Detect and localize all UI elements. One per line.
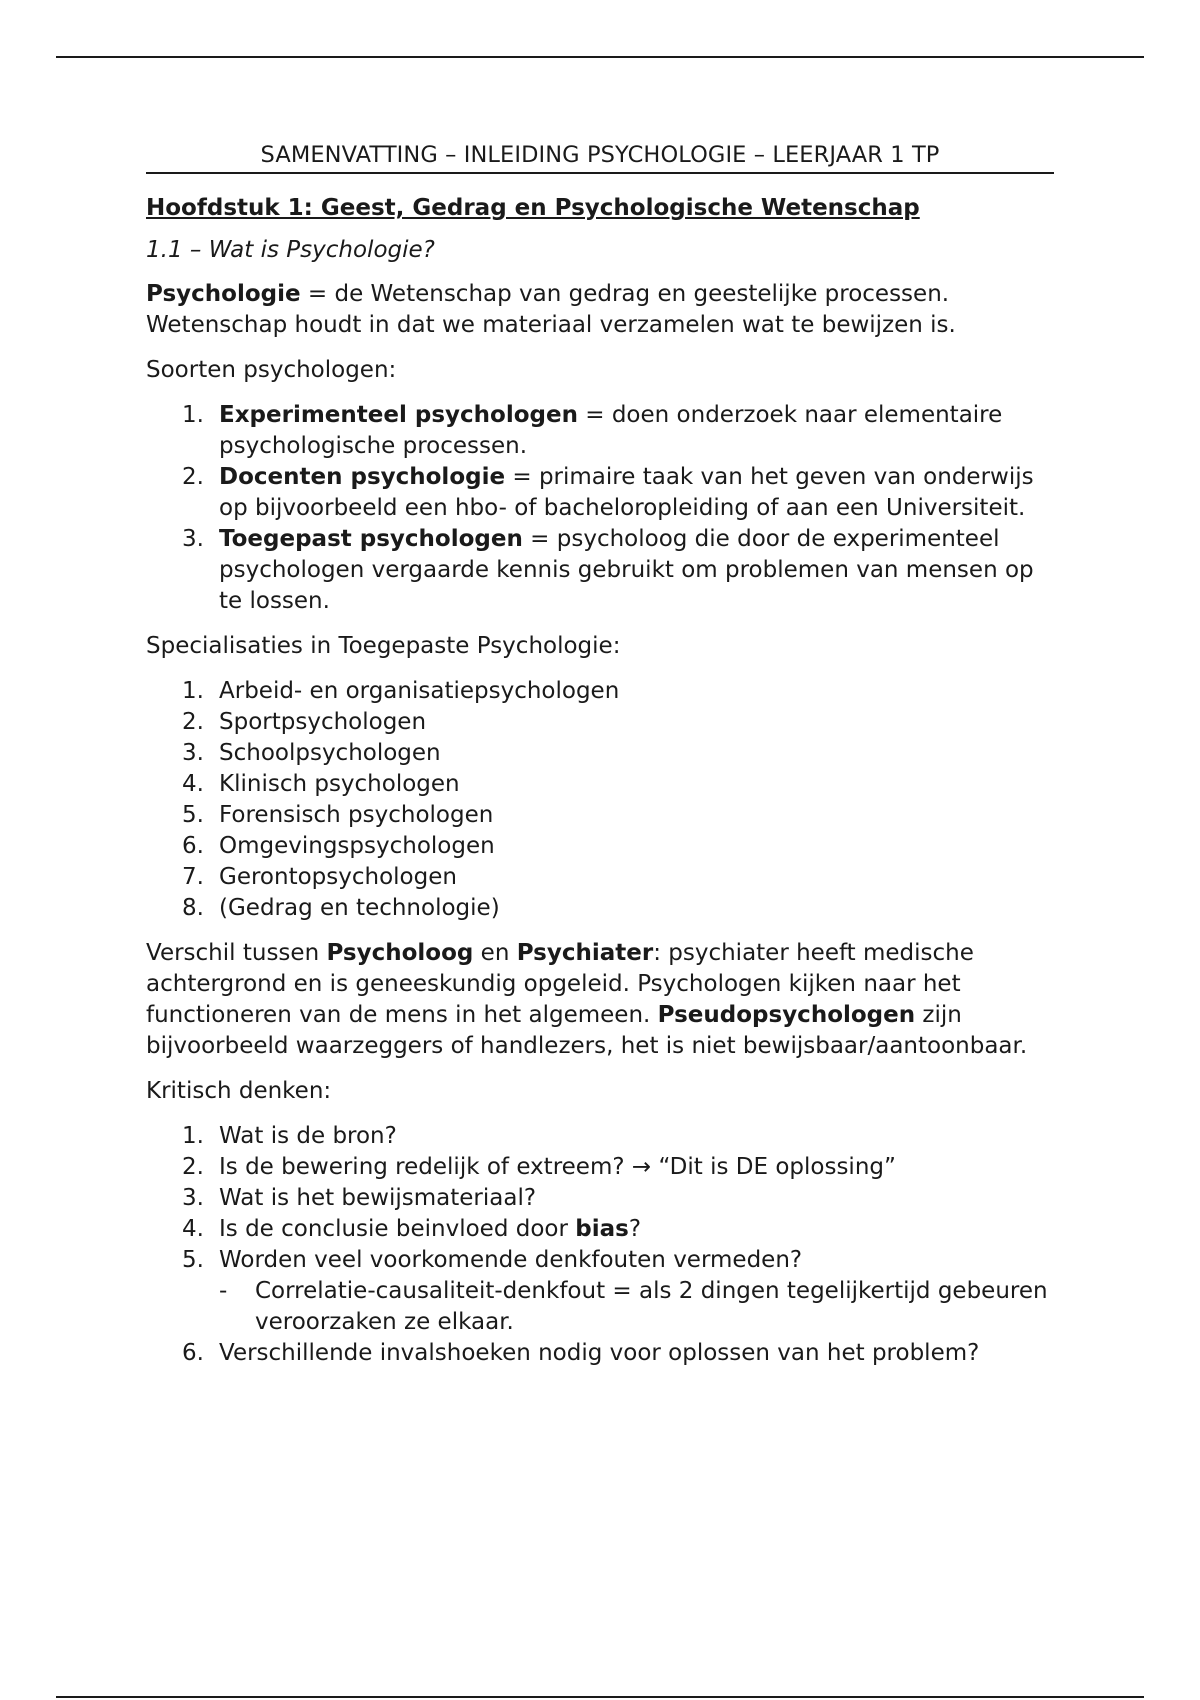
type-term: Toegepast psychologen — [219, 526, 523, 552]
list-item — [146, 707, 1054, 738]
list-item — [146, 800, 1054, 831]
question-text: Wat is de bron? — [219, 1123, 397, 1149]
chapter-title: Hoofdstuk 1: Geest, Gedrag en Psychologische Wetenschap — [146, 195, 920, 221]
list-item — [146, 893, 1054, 924]
sub-list-item — [219, 1276, 1054, 1338]
type-text: = psycholoog die door de experimenteel psychologen vergaarde kennis gebruikt om problemen van mensen op te lossen. — [219, 526, 1034, 614]
question-text: ? — [628, 1216, 642, 1242]
list-item — [146, 462, 1054, 524]
list-item — [146, 1183, 1054, 1214]
list-number: 3. — [182, 526, 204, 552]
difference-text: : psychiater heeft medische achtergrond en is geneeskundig opgeleid. Psychologen kijken naar het functioneren van de mens in het algemeen. — [146, 940, 974, 1028]
question-text: Verschillende invalshoeken nodig voor oplossen van het problem? — [219, 1340, 980, 1366]
critical-list — [146, 1121, 1054, 1369]
document-page — [146, 140, 1054, 1383]
list-number: 7. — [182, 864, 204, 890]
section-title: 1.1 – Wat is Psychologie? — [146, 237, 435, 263]
difference-paragraph — [146, 938, 1054, 1062]
term-psycholoog: Psycholoog — [326, 940, 474, 966]
question-text: Wat is het bewijsmateriaal? — [219, 1185, 537, 1211]
critical-heading: Kritisch denken: — [146, 1078, 332, 1104]
term-pseudopsychologen: Pseudopsychologen — [657, 1002, 916, 1028]
list-item — [146, 400, 1054, 462]
list-number: 3. — [182, 740, 204, 766]
list-number: 4. — [182, 771, 204, 797]
list-item — [146, 769, 1054, 800]
spec-text: Sportpsychologen — [219, 709, 427, 735]
bottom-rule — [56, 1696, 1144, 1698]
list-item — [146, 524, 1054, 617]
type-term: Docenten psychologie — [219, 464, 506, 490]
spec-text: (Gedrag en technologie) — [219, 895, 500, 921]
spec-text: Omgevingspsychologen — [219, 833, 495, 859]
term-bias: bias — [575, 1216, 629, 1242]
intro-term: Psychologie — [146, 281, 301, 307]
list-number: 6. — [182, 833, 204, 859]
list-number: 3. — [182, 1185, 204, 1211]
list-number: 5. — [182, 802, 204, 828]
list-number: 1. — [182, 678, 204, 704]
question-text: Is de conclusie beinvloed door — [219, 1216, 576, 1242]
list-number: 2. — [182, 1154, 204, 1180]
spec-heading: Specialisaties in Toegepaste Psychologie: — [146, 633, 621, 659]
list-item — [146, 1152, 1054, 1183]
spec-text: Klinisch psychologen — [219, 771, 460, 797]
question-text: Worden veel voorkomende denkfouten vermeden? — [219, 1247, 803, 1273]
list-item — [146, 1338, 1054, 1369]
list-number: 2. — [182, 464, 204, 490]
list-number: 2. — [182, 709, 204, 735]
spec-text: Gerontopsychologen — [219, 864, 457, 890]
list-item — [146, 1121, 1054, 1152]
intro-definition: = de Wetenschap van gedrag en geestelijke processen. Wetenschap houdt in dat we materiaal verzamelen wat te bewijzen is. — [146, 281, 956, 338]
list-number: 1. — [182, 402, 204, 428]
top-rule — [56, 56, 1144, 58]
specializations-list — [146, 676, 1054, 924]
intro-paragraph — [146, 279, 1054, 341]
list-item — [146, 1245, 1054, 1338]
sub-list — [219, 1276, 1054, 1338]
spec-text: Schoolpsychologen — [219, 740, 441, 766]
difference-text: en — [473, 940, 517, 966]
list-item — [146, 738, 1054, 769]
difference-text: zijn bijvoorbeeld waarzeggers of handlezers, het is niet bewijsbaar/aantoonbaar. — [146, 1002, 1028, 1059]
sub-item-text: Correlatie-causaliteit-denkfout = als 2 dingen tegelijkertijd gebeuren veroorzaken ze elkaar. — [255, 1278, 1048, 1335]
types-heading: Soorten psychologen: — [146, 357, 397, 383]
term-psychiater: Psychiater — [516, 940, 654, 966]
difference-text: Verschil tussen — [146, 940, 327, 966]
dash-bullet: - — [219, 1278, 228, 1304]
list-number: 8. — [182, 895, 204, 921]
spec-text: Forensisch psychologen — [219, 802, 494, 828]
list-number: 1. — [182, 1123, 204, 1149]
list-item — [146, 831, 1054, 862]
list-item — [146, 676, 1054, 707]
page-header: SAMENVATTING – INLEIDING PSYCHOLOGIE – LEERJAAR 1 TP — [146, 140, 1054, 174]
question-text: Is de bewering redelijk of extreem? → “Dit is DE oplossing” — [219, 1154, 896, 1180]
list-number: 4. — [182, 1216, 204, 1242]
list-item — [146, 862, 1054, 893]
type-term: Experimenteel psychologen — [219, 402, 578, 428]
spec-text: Arbeid- en organisatiepsychologen — [219, 678, 620, 704]
types-list — [146, 400, 1054, 617]
list-number: 5. — [182, 1247, 204, 1273]
type-text: = doen onderzoek naar elementaire psychologische processen. — [219, 402, 1003, 459]
type-text: = primaire taak van het geven van onderwijs op bijvoorbeeld een hbo- of bacheloropleiding of aan een Universiteit. — [219, 464, 1034, 521]
list-number: 6. — [182, 1340, 204, 1366]
list-item — [146, 1214, 1054, 1245]
